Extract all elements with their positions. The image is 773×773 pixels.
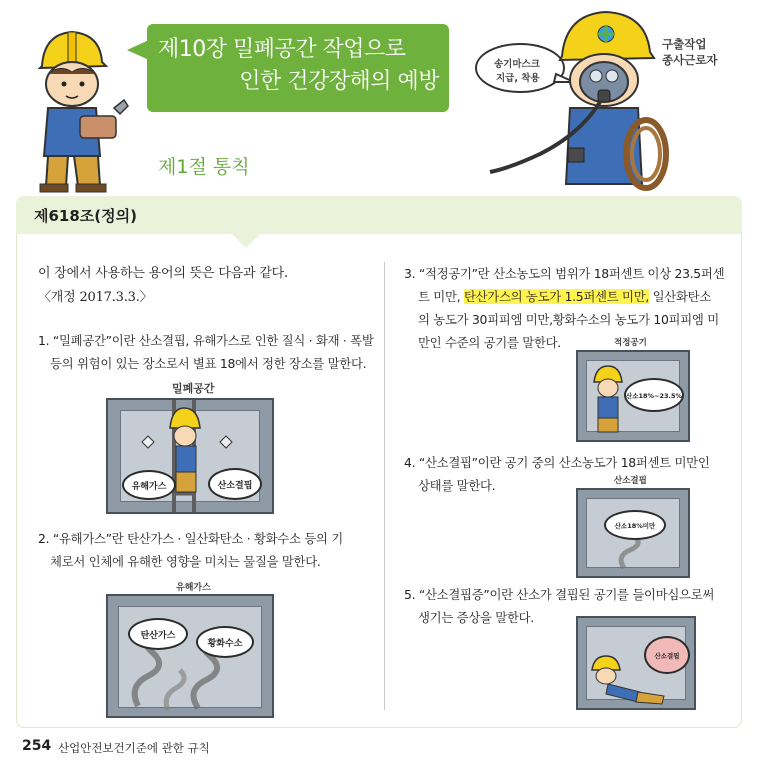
worker-label-line1: 구출작업 <box>662 37 707 51</box>
item4-line1: 4. “산소결핍”이란 공기 중의 산소농도가 18퍼센트 미만인 <box>404 455 710 470</box>
hydrogen-sulfide-cloud: 황화수소 <box>196 626 254 658</box>
toxic-gas-illustration <box>106 594 274 718</box>
item3-line2 <box>418 285 711 308</box>
rescue-worker-with-mask-illustration <box>470 4 670 200</box>
item3-line3: 의 농도가 30피피엠 미만,황화수소의 농도가 10피피엠 미 <box>418 312 719 327</box>
oxygen-deficiency-cloud: 산소결핍 <box>208 468 262 500</box>
worker-with-wrench-illustration <box>20 16 140 196</box>
article-header-notch <box>232 234 260 248</box>
item1-line2: 등의 위험이 있는 장소로서 별표 18에서 정한 장소를 말한다. <box>50 356 367 371</box>
item4-line2: 상태를 말한다. <box>418 478 496 493</box>
oxygen-deficiency-symptom-cloud: 산소결핍 <box>644 636 690 674</box>
speech-bubble-line1: 송기마스크 <box>494 59 540 70</box>
oxygen-deficiency-illustration <box>576 488 690 578</box>
item2-line2: 체로서 인체에 유해한 영향을 미치는 물질을 말한다. <box>50 554 321 569</box>
item3-line2-pre: 트 미만, <box>418 289 461 304</box>
intro-line1: 이 장에서 사용하는 용어의 뜻은 다음과 같다. <box>38 266 288 281</box>
item5-line2: 생기는 증상을 말한다. <box>418 610 534 625</box>
intro-line2: 〈개정 2017.3.3.〉 <box>38 290 153 305</box>
chapter-title-line1: 제10장 밀폐공간 작업으로 <box>158 37 406 62</box>
item2-line1: 2. “유해가스”란 탄산가스 · 일산화탄소 · 황화수소 등의 기 <box>38 531 343 546</box>
item1-image-caption: 밀폐공간 <box>172 382 215 395</box>
item3-line4: 만인 수준의 공기를 말한다. <box>418 335 561 350</box>
item5-line1: 5. “산소결핍증”이란 산소가 결핍된 공기를 들이마심으로써 <box>404 587 715 602</box>
item2-image-caption: 유해가스 <box>176 583 211 593</box>
item3-image-caption: 적정공기 <box>614 338 647 348</box>
oxygen-deficiency-symptom-illustration <box>576 616 696 710</box>
page-number: 254 <box>22 738 52 754</box>
article-title: 제618조(정의) <box>34 207 137 225</box>
proper-air-cloud: 산소18%~23.5% <box>624 378 684 412</box>
footer-text: 산업안전보건기준에 관한 규칙 <box>58 741 210 755</box>
confined-space-illustration <box>106 398 274 514</box>
item3-line1: 3. “적정공기”란 산소농도의 범위가 18퍼센트 이상 23.5퍼센 <box>404 266 725 281</box>
proper-air-illustration <box>576 350 690 442</box>
carbon-dioxide-cloud: 탄산가스 <box>128 618 188 650</box>
section-title: 제1절 통칙 <box>158 156 250 178</box>
worker-label-line2: 종사근로자 <box>662 53 718 67</box>
low-oxygen-cloud: 산소18%미만 <box>604 510 666 540</box>
item4-image-caption: 산소결핍 <box>614 476 647 486</box>
co2-highlight: 탄산가스의 농도가 1.5퍼센트 미만, <box>463 289 649 304</box>
speech-bubble-line2: 지급, 착용 <box>496 73 540 84</box>
toxic-gas-cloud: 유해가스 <box>122 470 176 500</box>
item1-line1: 1. “밀폐공간”이란 산소결핍, 유해가스로 인한 질식 · 화재 · 폭발 <box>38 333 374 348</box>
item3-line2-post: 일산화탄소 <box>652 289 711 304</box>
column-divider <box>384 262 385 710</box>
chapter-title-line2: 인한 건강장해의 예방 <box>239 69 439 94</box>
